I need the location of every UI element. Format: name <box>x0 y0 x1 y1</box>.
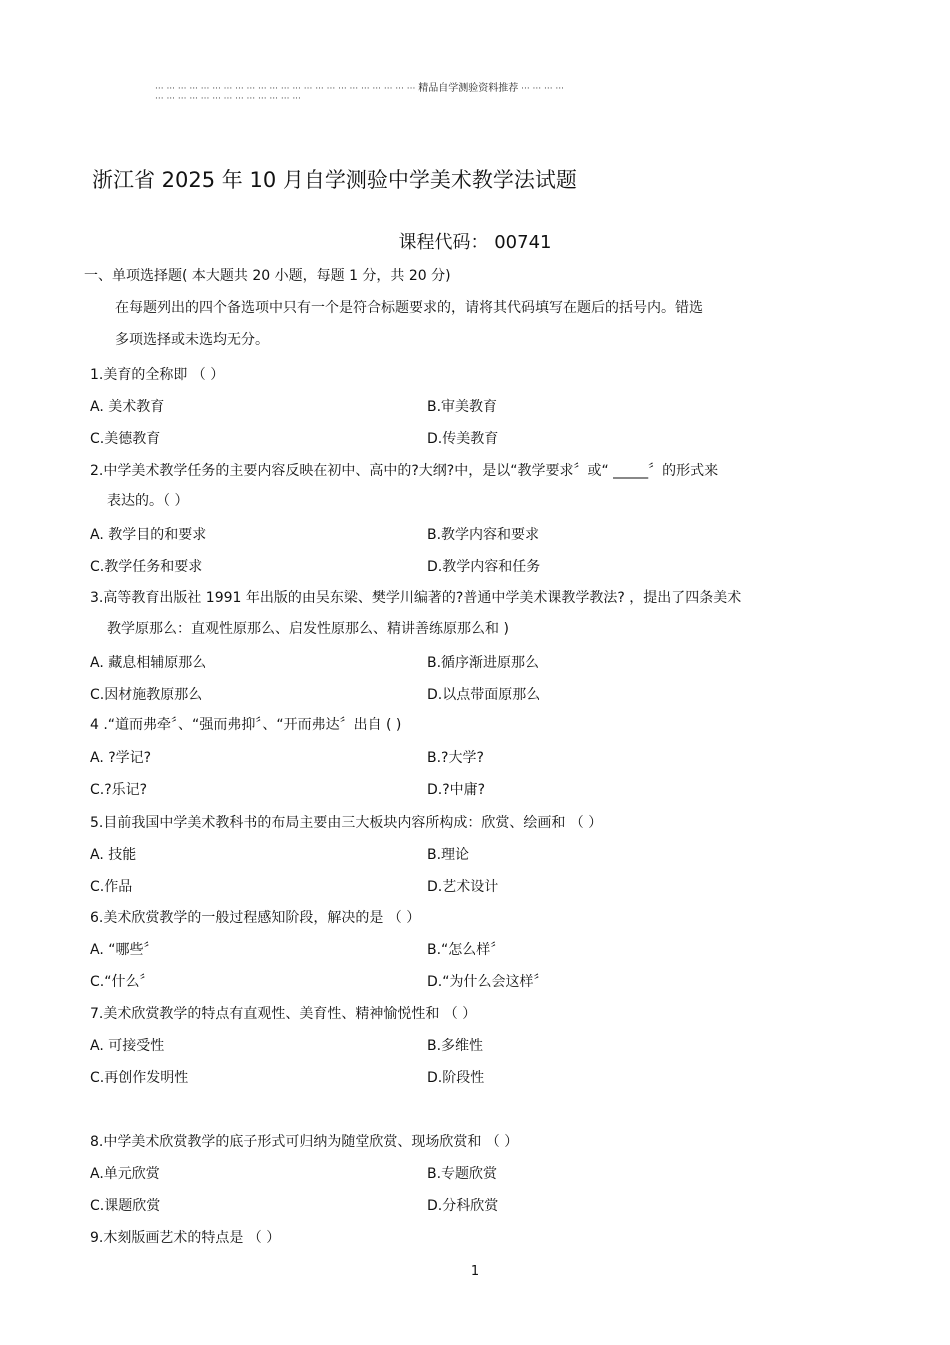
question-1-option-d: D.传美教育 <box>427 431 499 447</box>
question-5-option-d: D.艺术设计 <box>427 879 499 895</box>
question-5-option-b: B.理论 <box>427 847 470 863</box>
question-8-option-d: D.分科欣赏 <box>427 1198 499 1214</box>
question-3-option-c: C.因材施教原那么 <box>90 687 203 703</box>
question-5-option-c: C.作品 <box>90 879 133 895</box>
header-line-1 <box>155 84 755 94</box>
question-4-option-a: A. ?学记? <box>90 750 152 766</box>
question-5-stem: 5.目前我国中学美术教科书的布局主要由三大板块内容所构成：欣赏、绘画和 （ ） <box>90 815 603 831</box>
question-6-option-d: D.“为什么会这样〞 <box>427 974 548 990</box>
question-2-stem: 2.中学美术教学任务的主要内容反映在初中、高中的?大纲?中，是以“教学要求〞或“ _____〞的形式来 <box>90 463 719 479</box>
question-3-option-b: B.循序渐进原那么 <box>427 655 540 671</box>
question-4-stem: 4 .“道而弗牵〞、“强而弗抑〞、“开而弗达〞出自 ( ) <box>90 717 402 733</box>
running-header <box>155 84 755 104</box>
question-8-option-a: A.单元欣赏 <box>90 1166 160 1182</box>
question-4-option-c: C.?乐记? <box>90 782 148 798</box>
question-1-stem: 1.美育的全称即 （ ） <box>90 367 225 383</box>
course-code: 课程代码： 00741 <box>398 232 552 253</box>
document-title: 浙江省 2025 年 10 月自学测验中学美术教学法试题 <box>92 168 577 192</box>
header-dots-right: ··· ··· ··· ··· <box>521 84 565 94</box>
header-line-2: ··· ··· ··· ··· ··· ··· ··· ··· ··· ··· ··· ··· ··· <box>155 94 301 104</box>
question-7-option-d: D.阶段性 <box>427 1070 485 1086</box>
header-brand: 精品自学测验资料推荐 <box>418 83 519 94</box>
question-3-stem-cont: 教学原那么：直观性原那么、启发性原那么、精讲善练原那么和 ) <box>107 621 509 637</box>
question-6-option-c: C.“什么〞 <box>90 974 154 990</box>
question-9-stem: 9.木刻版画艺术的特点是 （ ） <box>90 1230 281 1246</box>
question-8-stem: 8.中学美术欣赏教学的底子形式可归纳为随堂欣赏、现场欣赏和 （ ） <box>90 1134 519 1150</box>
instructions-line-1: 在每题列出的四个备选项中只有一个是符合标题要求的，请将其代码填写在题后的括号内。错选 <box>115 300 703 316</box>
question-8-option-b: B.专题欣赏 <box>427 1166 498 1182</box>
instructions-line-2: 多项选择或未选均无分。 <box>115 332 269 348</box>
question-7-option-b: B.多维性 <box>427 1038 484 1054</box>
question-3-stem: 3.高等教育出版社 1991 年出版的由吴东梁、樊学川编著的?普通中学美术课教学教法? ，提出了四条美术 <box>90 590 742 606</box>
question-4-option-d: D.?中庸? <box>427 782 486 798</box>
question-7-stem: 7.美术欣赏教学的特点有直观性、美育性、精神愉悦性和 （ ） <box>90 1006 477 1022</box>
question-7-option-c: C.再创作发明性 <box>90 1070 189 1086</box>
question-8-option-c: C.课题欣赏 <box>90 1198 161 1214</box>
question-2-option-a: A. 教学目的和要求 <box>90 527 207 543</box>
question-6-option-b: B.“怎么样〞 <box>427 942 505 958</box>
question-1-option-c: C.美德教育 <box>90 431 161 447</box>
question-7-option-a: A. 可接受性 <box>90 1038 165 1054</box>
question-2-option-d: D.教学内容和任务 <box>427 559 541 575</box>
question-5-option-a: A. 技能 <box>90 847 137 863</box>
question-1-option-b: B.审美教育 <box>427 399 498 415</box>
question-3-option-a: A. 藏息相辅原那么 <box>90 655 207 671</box>
question-2-option-b: B.教学内容和要求 <box>427 527 540 543</box>
page-number: 1 <box>470 1264 480 1279</box>
question-2-option-c: C.教学任务和要求 <box>90 559 203 575</box>
question-2-stem-cont: 表达的。（ ） <box>107 493 189 509</box>
question-1-option-a: A. 美术教育 <box>90 399 165 415</box>
question-6-stem: 6.美术欣赏教学的一般过程感知阶段，解决的是 （ ） <box>90 910 421 926</box>
section-heading: 一、单项选择题( 本大题共 20 小题，每题 1 分，共 20 分) <box>84 268 451 284</box>
question-3-option-d: D.以点带面原那么 <box>427 687 541 703</box>
question-4-option-b: B.?大学? <box>427 750 484 766</box>
header-dots-left: ··· ··· ··· ··· ··· ··· ··· ··· ··· ··· ··· ··· ··· ··· ··· ··· ··· ··· ··· ··· ··· ··· ··· <box>155 84 416 94</box>
question-6-option-a: A. “哪些〞 <box>90 942 158 958</box>
